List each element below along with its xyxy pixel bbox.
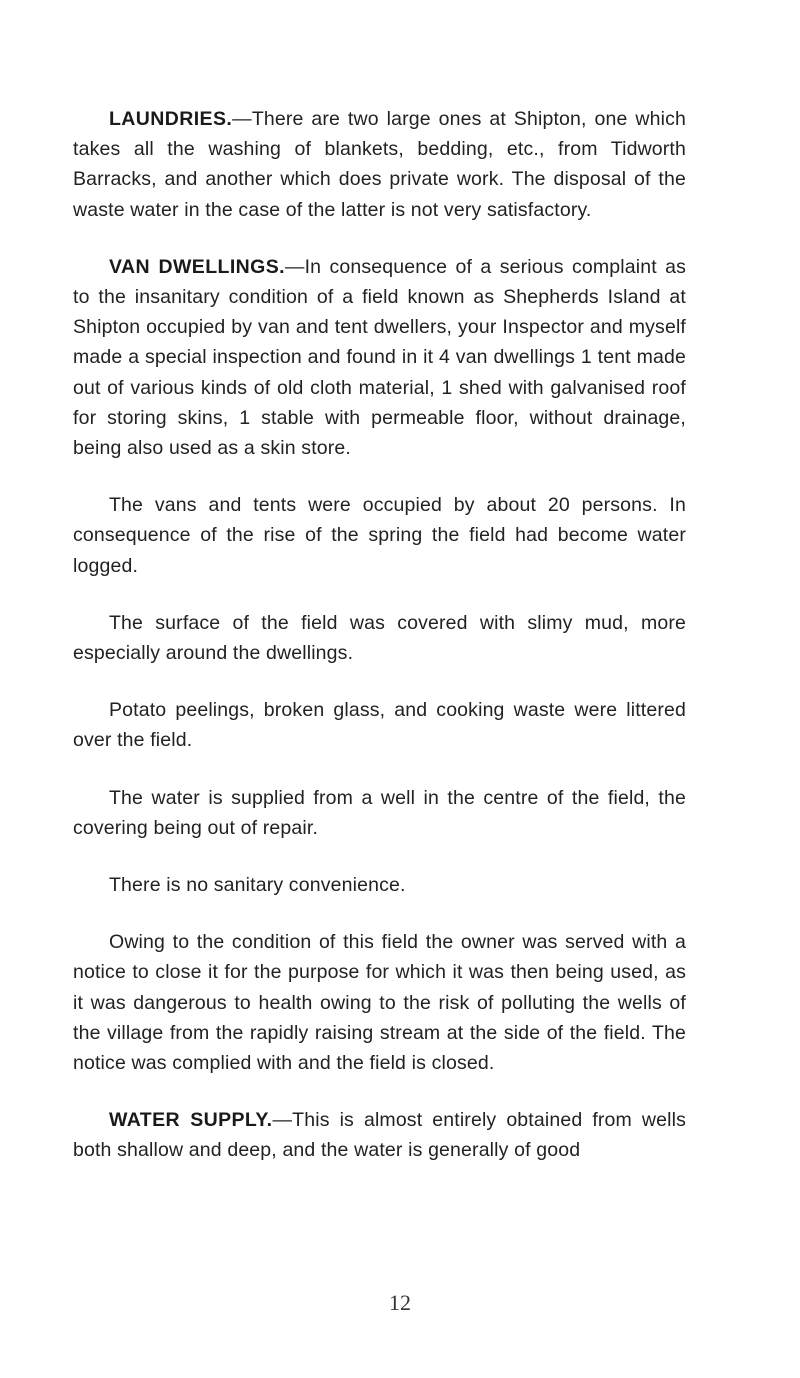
paragraph-text: —This is almost entirely obtained from wells both shallow and deep, and the water is generally of good (73, 1109, 687, 1162)
section-heading-laundries: LAUNDRIES. (109, 108, 233, 130)
paragraph-text: The vans and tents were occupied by about 20 persons. In consequence of the rise of the spring the field had become water logged. (73, 494, 686, 577)
section-heading-water-supply: WATER SUPPLY. (109, 1109, 273, 1132)
page-number: 12 (389, 1290, 411, 1315)
paragraph-text: Owing to the condition of this field the owner was served with a notice to close it for the purpose for which it was then being used, as it was dangerous to health owing to the risk of polluting the wells of the village from the rapidly raising stream at the side of the field. The notice was complied with and the field is closed. (73, 931, 686, 1075)
paragraph-text: Potato peelings, broken glass, and cooking waste were littered over the field. (73, 699, 686, 752)
paragraph-text: There is no sanitary convenience. (109, 874, 406, 897)
paragraph-sanitary (73, 870, 686, 900)
paragraph-text: The water is supplied from a well in the centre of the field, the covering being out of repair. (73, 786, 686, 839)
section-heading-van-dwellings: VAN DWELLINGS. (109, 255, 285, 278)
paragraph-water-supply (73, 1105, 686, 1165)
paragraph-text: —There are two large ones at Shipton, one which takes all the washing of blankets, bedding, etc., from Tidworth Barracks, and another which does private work. The disposal of the waste water in the case of the latter is not very satisfactory. (73, 108, 686, 221)
paragraph-potato (73, 695, 686, 755)
paragraph-water-well (73, 783, 686, 843)
paragraph-text: —In consequence of a serious complaint as to the insanitary condition of a field known as Shepherds Island at Shipton occupied by van and tent dwellers, your Inspector and myself made a special inspection and found in it 4 van dwellings 1 tent made out of various kinds of old cloth material, 1 shed with galvanised roof for storing skins, 1 stable with permeable floor, without drainage, being also used as a skin store. (73, 255, 686, 460)
paragraph-laundries (73, 104, 686, 225)
paragraph-vans-occupied (73, 490, 686, 581)
paragraph-van-dwellings (73, 252, 686, 463)
paragraph-text: The surface of the field was covered with slimy mud, more especially around the dwellings. (73, 611, 686, 665)
paragraph-surface (73, 608, 686, 668)
paragraph-owing (73, 927, 686, 1078)
